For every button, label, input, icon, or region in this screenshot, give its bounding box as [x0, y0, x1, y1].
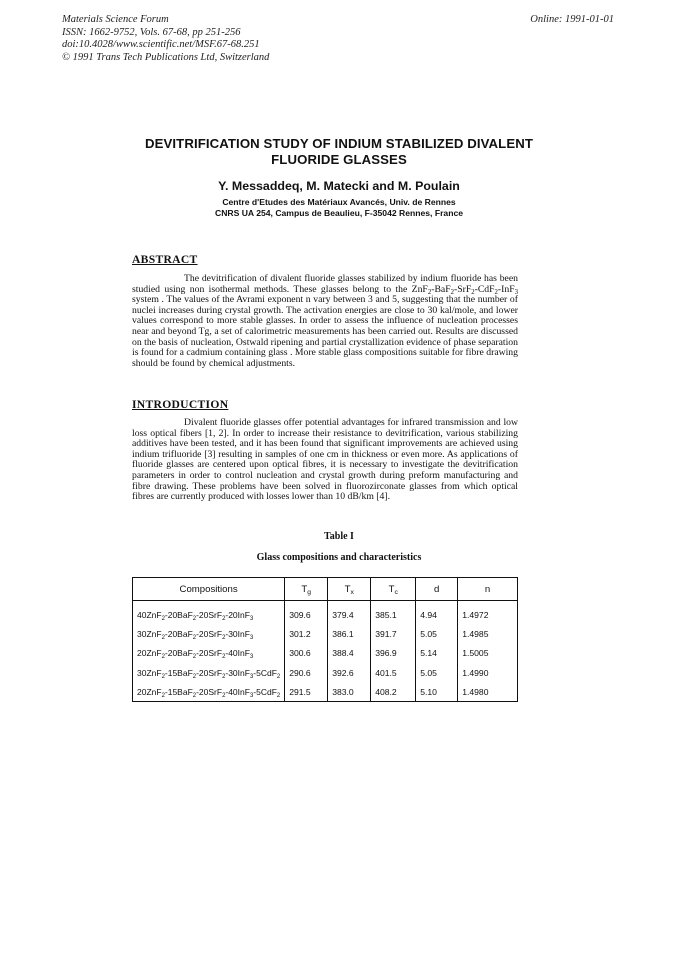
tg-cell: 291.5: [285, 682, 328, 702]
density-cell: 5.05: [416, 624, 458, 643]
introduction-paragraph: Divalent fluoride glasses offer potential advantages for infrared transmission and low loss optical fibers [1, 2]. In order to increase their resistance to devitrification, various stabilizing additives have been tested, and it has been found that significant improvements are achieved using indium trifluoride [3] resulting in samples of one cm in thickness or even more. As applications of fluoride glasses are centered upon optical fibres, it is necessary to investigate the devitrification parameters in order to control nucleation and crystal growth during preform manufacturing and fibre drawing. These problems have been solved in fluorozirconate glasses from which optical fibres are currently produced with losses lower than 10 dB/km [4].: [132, 417, 518, 503]
tg-cell: 301.2: [285, 624, 328, 643]
table-row: [133, 644, 518, 663]
table-row: [133, 663, 518, 682]
glass-system-formula: ZnF$_2$-BaF$_2$-SrF$_2$-CdF$_2$-InF$_3$: [411, 283, 518, 296]
citation-block: [62, 14, 269, 64]
glass-table: [132, 577, 518, 702]
affiliation: [100, 197, 578, 218]
tc-cell: 401.5: [371, 663, 416, 682]
composition-cell: 30ZnF$_2$-15BaF$_2$-20SrF$_2$-30InF$_3$-5CdF$_2$: [133, 663, 285, 682]
header-tg: $T_g$: [285, 578, 328, 601]
table-caption: Glass compositions and characteristics: [256, 552, 422, 563]
title-line-1: DEVITRIFICATION STUDY OF INDIUM STABILIZED DIVALENT: [144, 136, 534, 151]
abstract-text: [132, 274, 518, 369]
header-index: n: [458, 578, 518, 601]
issn-line: ISSN: 1662-9752, Vols. 67-68, pp 251-256: [62, 26, 241, 38]
tc-cell: 396.9: [371, 644, 416, 663]
introduction-heading: INTRODUCTION: [132, 398, 229, 411]
index-cell: 1.5005: [458, 644, 518, 663]
composition-cell: 20ZnF$_2$-15BaF$_2$-20SrF$_2$-40InF$_3$-5CdF$_2$: [133, 682, 285, 702]
table-row: [133, 601, 518, 625]
composition-cell: 20ZnF$_2$-20BaF$_2$-20SrF$_2$-40InF$_3$: [133, 644, 285, 663]
tx-cell: 383.0: [328, 682, 371, 702]
abstract-text-b: system . The values of the Avrami exponent n vary between 3 and 5, suggesting that the number of nuclei increases during crystal growth. The activation energies are close to 30 kal/mole, and lower values correspond to more stable glasses. In order to assess the influence of nucleation processes near and beyond Tg, a set of calorimetric measurements has been carried out. Results are discussed on the basis of nucleation, Ostwald ripening and partial crystallization evidence of phase separation is found for a cadmium containing glass . More stable glass compositions suitable for fibre drawing should be found by chemical adjustments.: [132, 294, 518, 369]
header-tx: $T_x$: [328, 578, 371, 601]
index-cell: 1.4990: [458, 663, 518, 682]
table-header-row: [133, 578, 518, 601]
tx-cell: 388.4: [328, 644, 371, 663]
table-row: [133, 682, 518, 702]
density-cell: 5.10: [416, 682, 458, 702]
index-cell: 1.4985: [458, 624, 518, 643]
copyright-line: © 1991 Trans Tech Publications Ltd, Switzerland: [62, 51, 270, 63]
title-line-2: FLUORIDE GLASSES: [271, 151, 407, 167]
affiliation-line-1: Centre d'Etudes des Matériaux Avancés, Univ. de Rennes: [222, 197, 456, 207]
tg-cell: 300.6: [285, 644, 328, 663]
tg-cell: 290.6: [285, 663, 328, 682]
authors: Y. Messaddeq, M. Matecki and M. Poulain: [218, 179, 460, 193]
tx-cell: 379.4: [328, 601, 371, 625]
tx-cell: 392.6: [328, 663, 371, 682]
tx-cell: 386.1: [328, 624, 371, 643]
tc-cell: 391.7: [371, 624, 416, 643]
tc-cell: 385.1: [371, 601, 416, 625]
index-cell: 1.4980: [458, 682, 518, 702]
journal-name: Materials Science Forum: [62, 14, 169, 25]
composition-cell: 40ZnF$_2$-20BaF$_2$-20SrF$_2$-20InF$_3$: [133, 601, 285, 625]
density-cell: 4.94: [416, 601, 458, 625]
doi-link[interactable]: doi:10.4028/www.scientific.net/MSF.67-68.251: [62, 39, 260, 51]
header-tc: $T_c$: [371, 578, 416, 601]
tg-cell: 309.6: [285, 601, 328, 625]
table-label: Table I: [324, 531, 354, 542]
tc-cell: 408.2: [371, 682, 416, 702]
abstract-text-a: The devitrification of divalent fluoride glasses stabilized by indium fluoride has been studied using non isothermal methods. These glasses belong to the: [132, 273, 518, 295]
introduction-text: [132, 418, 518, 503]
abstract-heading: ABSTRACT: [132, 253, 198, 266]
paper-title: [100, 136, 578, 167]
header-density: d: [416, 578, 458, 601]
density-cell: 5.05: [416, 663, 458, 682]
header-compositions: Compositions: [133, 578, 285, 601]
index-cell: 1.4972: [458, 601, 518, 625]
density-cell: 5.14: [416, 644, 458, 663]
online-date: Online: 1991-01-01: [530, 14, 614, 25]
affiliation-line-2: CNRS UA 254, Campus de Beaulieu, F-35042 Rennes, France: [214, 207, 464, 218]
composition-cell: 30ZnF$_2$-20BaF$_2$-20SrF$_2$-30InF$_3$: [133, 624, 285, 643]
table-row: [133, 624, 518, 643]
